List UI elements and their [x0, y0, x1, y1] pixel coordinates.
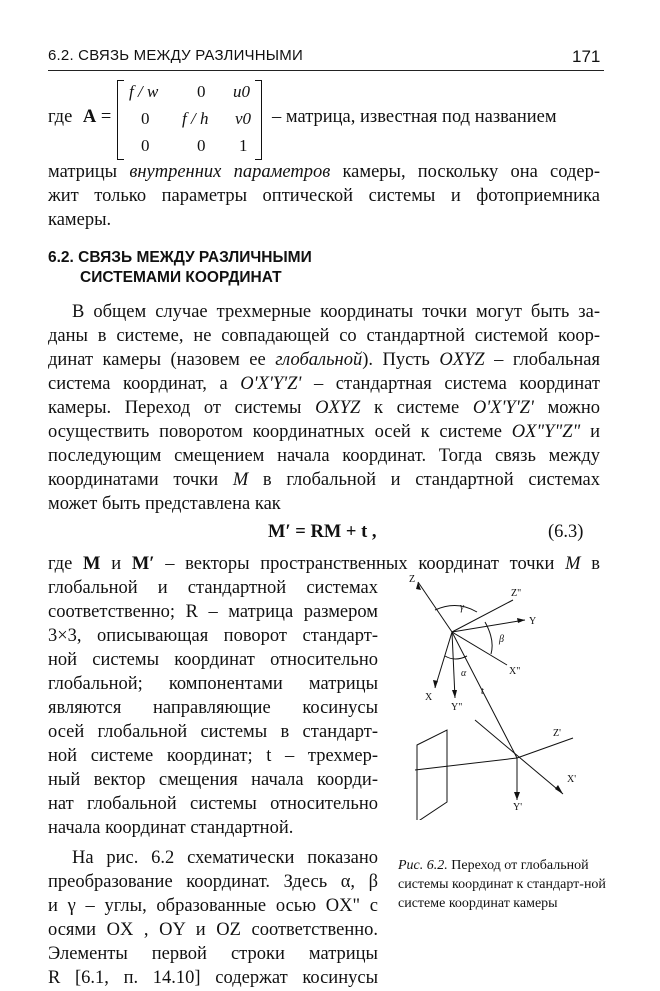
matrix-cell-32: 0 — [197, 136, 206, 155]
label-y: Y — [529, 616, 537, 627]
para2-line-3: соответственно; R – матрица размером — [48, 602, 378, 622]
intro-line-3: камеры. — [48, 210, 112, 230]
intro-line-2: жит только параметры оптической системы и фотоприемника — [48, 186, 600, 206]
page-number: 171 — [572, 47, 601, 66]
para2-line-12: начала координат стандартной. — [48, 818, 294, 838]
label-x2: X" — [509, 666, 521, 677]
para1-line-2: даны в системе, не совпадающей со стандартной системой коор- — [48, 326, 600, 346]
axis-z — [418, 582, 452, 632]
para2-line-2: глобальной и стандартной системах — [48, 578, 378, 598]
para1-line-3: динат камеры (назовем ее глобальной). Пусть OXYZ – глобальная — [48, 350, 601, 370]
para2-line-10: ный вектор смещения начала коорди- — [48, 770, 378, 790]
section-heading: 6.2. СВЯЗЬ МЕЖДУ РАЗЛИЧНЫМИ СИСТЕМАМИ КООРДИНАТ — [48, 249, 312, 286]
para2-line-11: нат глобальной системы относительно — [48, 794, 378, 814]
label-z2: Z" — [511, 588, 522, 599]
label-y2: Y" — [451, 702, 463, 713]
para3-line-4: осями OX , OY и OZ соответственно. — [48, 920, 378, 940]
para2-line-4: 3×3, описывающая поворот стандарт- — [48, 626, 378, 646]
image-plane — [417, 730, 447, 820]
matrix-cell-23: v0 — [235, 109, 252, 128]
label-alpha: α — [461, 668, 467, 679]
header-rule — [48, 70, 604, 71]
para1-line-8: координатами точки M в глобальной и стандартной системах — [48, 470, 600, 490]
para3-line-6: R [6.1, п. 14.10] содержат косинусы — [48, 968, 378, 988]
para2-line-7: являются направляющие косинусы — [48, 698, 378, 718]
para1-line-7: последующим смещением начала координат. Тогда связь между — [48, 446, 600, 466]
para1-line-9: может быть представлена как — [48, 494, 281, 514]
para3-line-1: На рис. 6.2 схематически показано — [72, 848, 378, 868]
label-xp: X' — [567, 774, 577, 785]
running-header: 6.2. СВЯЗЬ МЕЖДУ РАЗЛИЧНЫМИ — [48, 47, 303, 64]
coordinate-transform-figure — [395, 570, 615, 820]
para2-line-1: где M и M′ – векторы пространственных координат точки M в — [48, 554, 601, 574]
equation-6-3: M′ = RM + t , — [268, 522, 377, 542]
label-x: X — [425, 692, 433, 703]
matrix-symbol: A — [82, 107, 97, 127]
matrix-prefix: где A = — [48, 107, 112, 127]
matrix-left-bracket — [117, 80, 124, 160]
matrix-cell-33: 1 — [239, 136, 248, 155]
figure-caption: Рис. 6.2. Переход от глобальной системы координат к стандарт-ной системе координат камеры — [398, 858, 606, 911]
axis-zp — [517, 738, 573, 758]
label-z: Z — [409, 574, 416, 585]
para1-line-6: осуществить поворотом координатных осей к системе OX"Y"Z" и — [48, 422, 600, 442]
label-gamma: γ — [460, 602, 464, 613]
para3-line-2: преобразование координат. Здесь α, β — [48, 872, 378, 892]
matrix-cell-31: 0 — [141, 136, 150, 155]
para1-line-1: В общем случае трехмерные координаты точки могут быть за- — [72, 302, 600, 322]
label-zp: Z' — [553, 728, 561, 739]
para2-line-9: ной системе координат; t – трехмер- — [48, 746, 378, 766]
para1-line-4: система координат, а O'X'Y'Z' – стандартная система координат — [48, 374, 600, 394]
intrinsic-matrix — [117, 80, 262, 160]
projection-line — [415, 758, 517, 770]
label-yp: Y' — [513, 802, 523, 813]
matrix-cell-13: u0 — [233, 82, 250, 101]
equation-number: (6.3) — [548, 522, 584, 542]
matrix-cell-22: f / h — [182, 109, 209, 128]
intro-line-1: матрицы внутренних параметров камеры, поскольку она содер- — [48, 162, 601, 182]
para1-line-5: камеры. Переход от системы OXYZ к системе O'X'Y'Z' можно — [48, 398, 600, 418]
axis-x — [435, 632, 452, 688]
para3-line-3: и γ – углы, образованные осью OX" с — [48, 896, 378, 916]
para3-line-5: Элементы первой строки матрицы — [48, 944, 378, 964]
para2-line-6: глобальной; компонентами матрицы — [48, 674, 378, 694]
matrix-cell-21: 0 — [141, 109, 150, 128]
matrix-cell-11: f / w — [129, 82, 159, 101]
matrix-suffix: – матрица, известная под названием — [272, 107, 557, 127]
arc-gamma — [435, 605, 477, 612]
axis-y2 — [452, 632, 455, 698]
label-t: t — [481, 686, 484, 697]
label-beta: β — [499, 634, 504, 645]
arc-alpha — [445, 656, 467, 659]
translation-vector — [452, 632, 517, 758]
para2-line-5: ной системы координат относительно — [48, 650, 378, 670]
matrix-right-bracket — [255, 80, 262, 160]
para2-line-8: осей глобальной системы в стандарт- — [48, 722, 378, 742]
matrix-cell-12: 0 — [197, 82, 206, 101]
